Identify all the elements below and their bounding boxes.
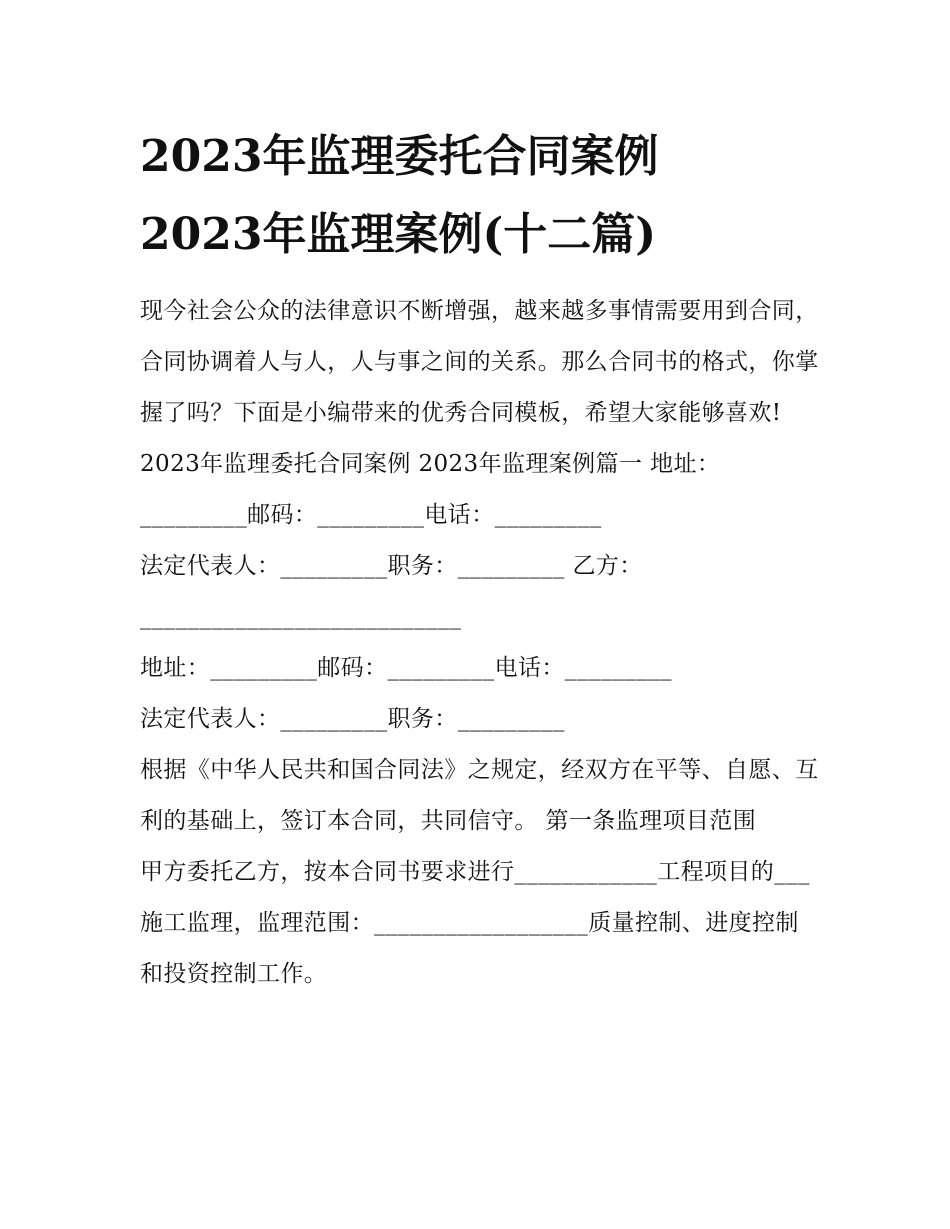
party-b-representative-line: 法定代表人：_________职务：_________ <box>140 706 565 732</box>
intro-paragraph: 现今社会公众的法律意识不断增强，越来越多事情需要用到合同，合同协调着人与人，人与事之间的关系。那么合同书的格式，你掌握了吗？下面是小编带来的优秀合同模板，希望大家能够喜欢! <box>140 298 819 426</box>
document-title-line-2: 2023年监理案例(十二篇) <box>140 209 657 260</box>
document-body <box>140 286 820 1000</box>
party-b-name-blank: ___________________________ <box>140 604 462 630</box>
document-page <box>140 118 820 1000</box>
party-a-representative-line: 法定代表人：_________职务：_________ 乙方： <box>140 553 643 579</box>
party-a-contact-line: _________邮码：_________电话：_________ <box>140 502 602 528</box>
party-b-contact-line: 地址：_________邮码：_________电话：_________ <box>140 655 672 681</box>
section-heading: 2023年监理委托合同案例 2023年监理案例篇一 地址： <box>140 451 721 477</box>
basis-clause-paragraph: 根据《中华人民共和国合同法》之规定，经双方在平等、自愿、互利的基础上，签订本合同，共同信守。 第一条监理项目范围 <box>140 757 819 834</box>
document-title-line-1: 2023年监理委托合同案例 <box>140 131 659 182</box>
scope-clause-paragraph: 甲方委托乙方，按本合同书要求进行____________工程项目的___施工监理，监理范围：__________________质量控制、进度控制和投资控制工作。 <box>140 859 810 987</box>
